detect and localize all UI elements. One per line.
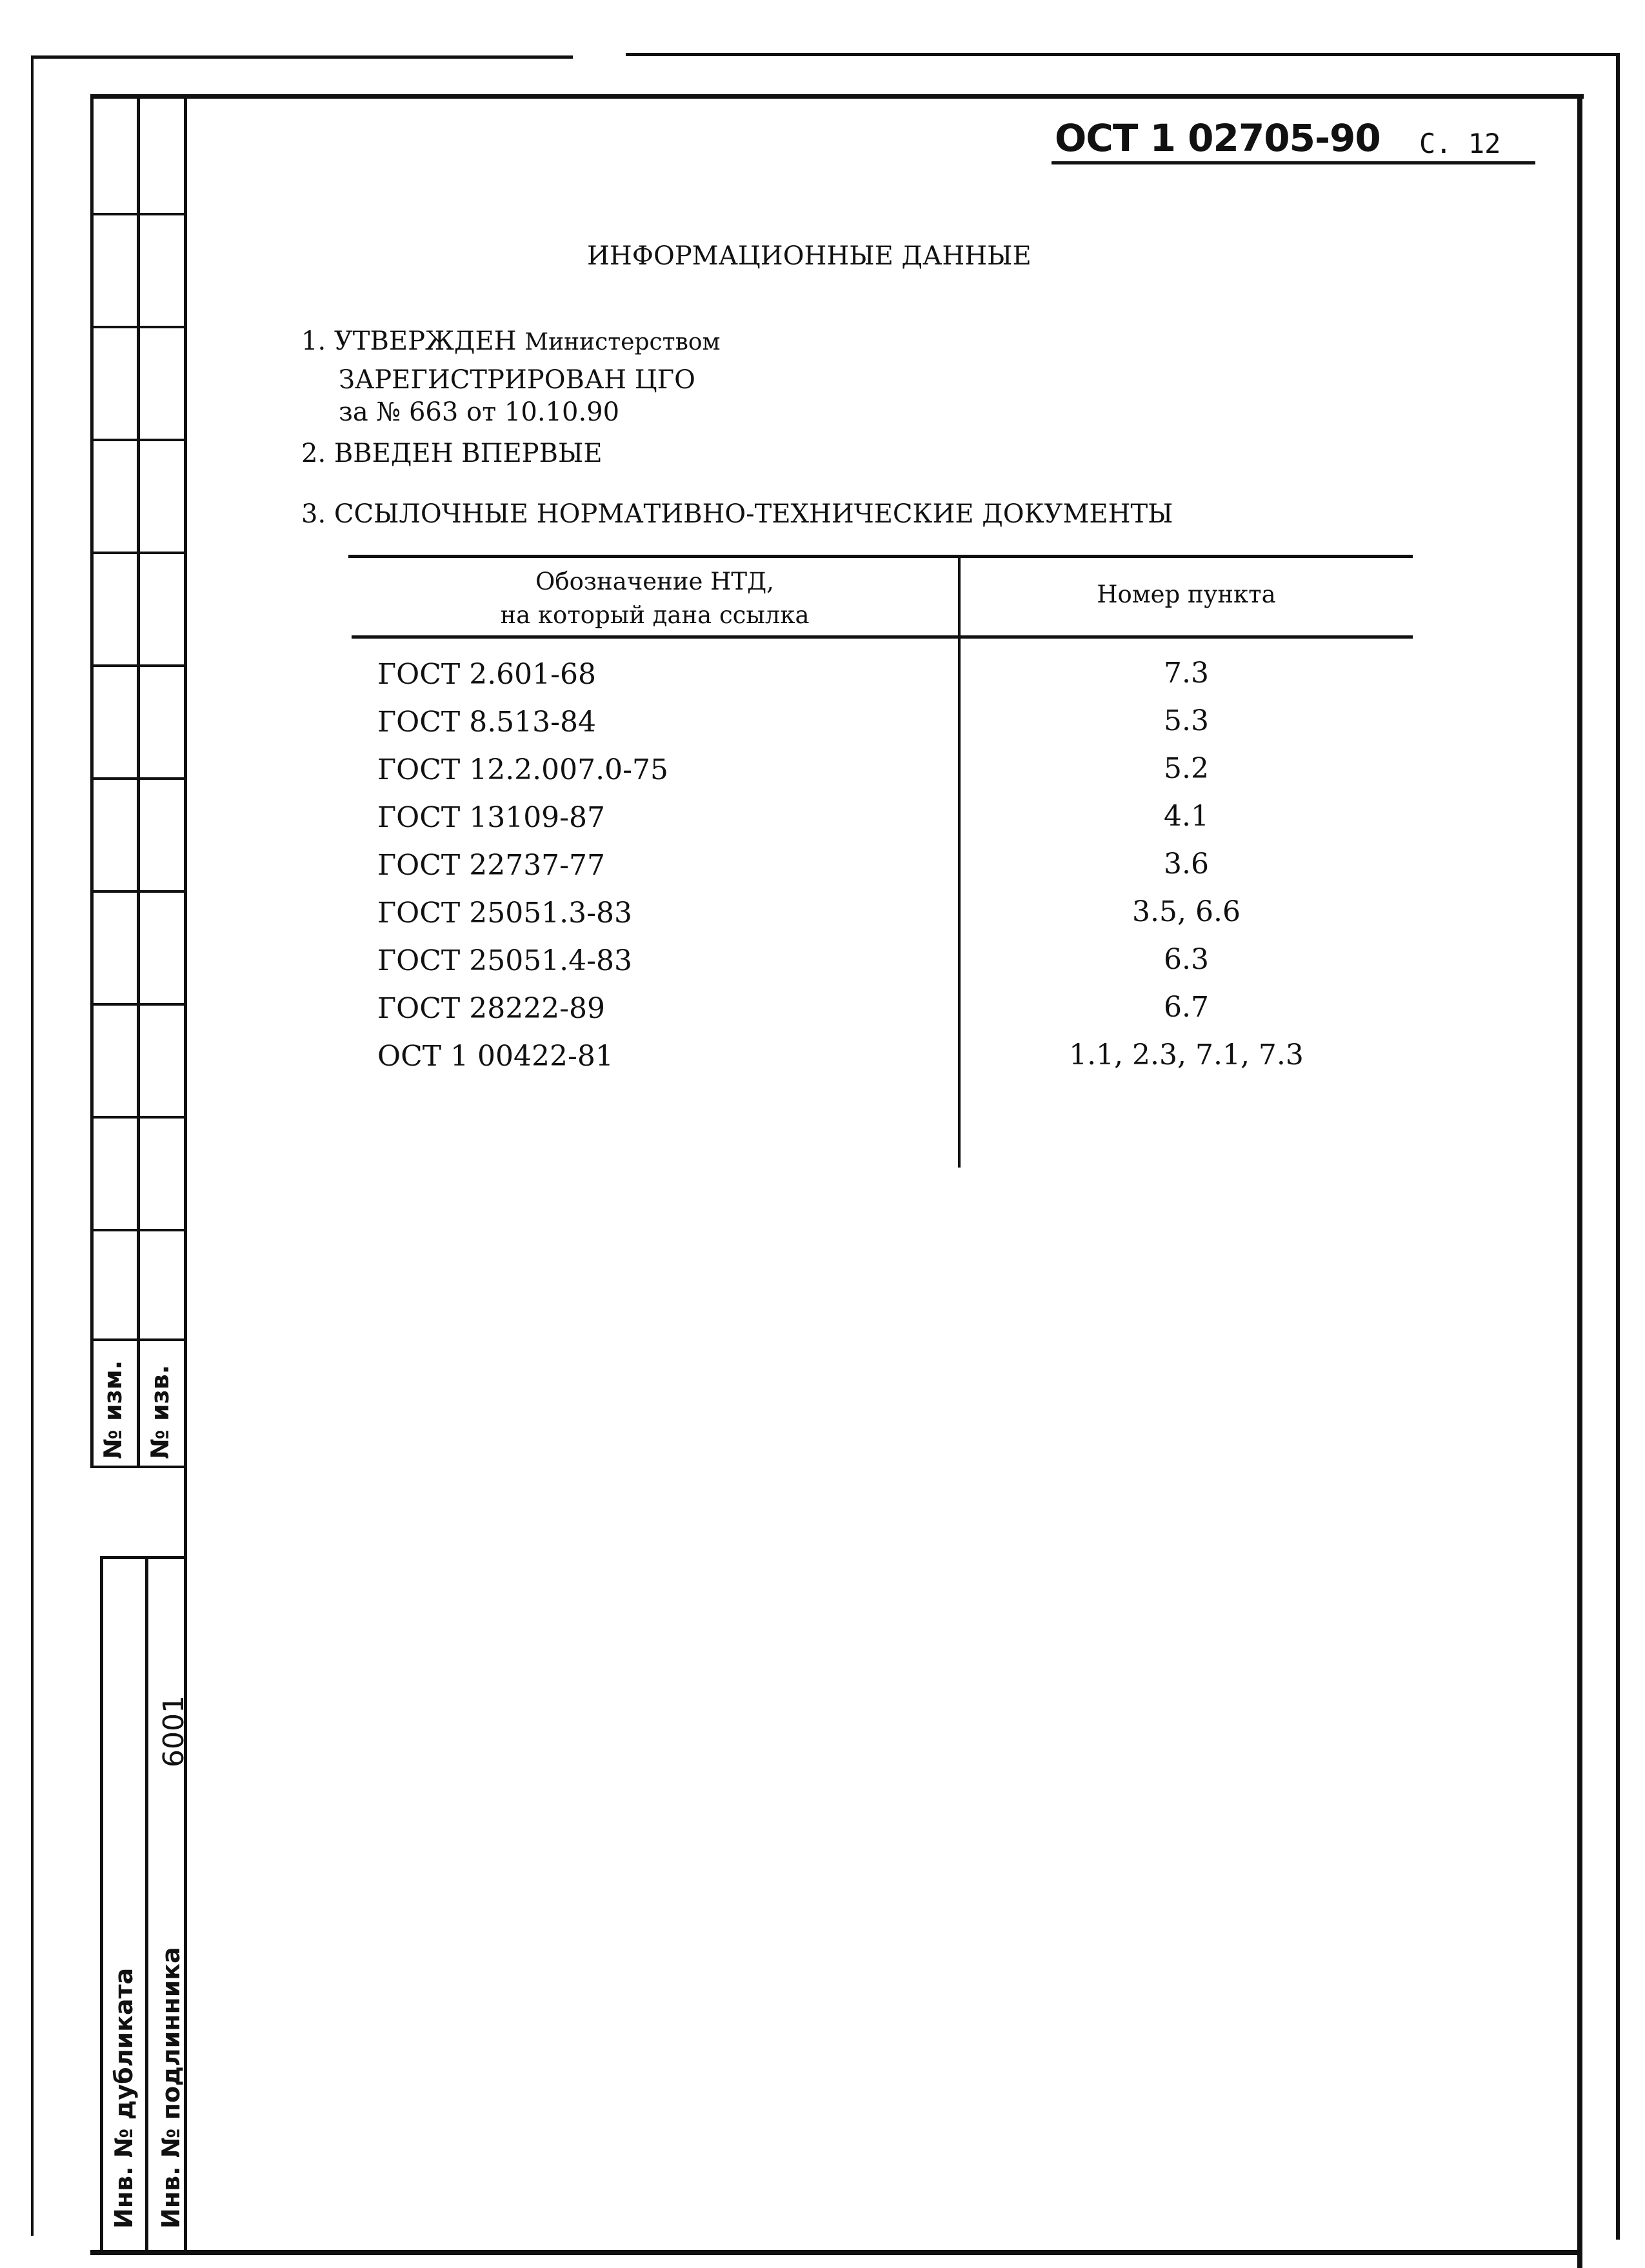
table-header-rule	[352, 635, 1413, 639]
sidebar-row-line	[90, 213, 186, 215]
item-1-registered: ЗАРЕГИСТРИРОВАН ЦГО	[339, 365, 695, 395]
table-row-clause: 5.2	[1164, 752, 1209, 785]
table-row-clause: 3.6	[1164, 848, 1209, 880]
sidebar-row-line	[90, 439, 186, 441]
table-row-clause: 6.3	[1164, 943, 1209, 976]
frame-top-inner	[90, 94, 1584, 99]
header-underline	[1052, 161, 1535, 164]
sidebar-line-2	[137, 94, 140, 1468]
table-top-rule	[348, 555, 1413, 558]
sidebar-row-line	[90, 326, 186, 328]
item-3: 3. ССЫЛОЧНЫЕ НОРМАТИВНО-ТЕХНИЧЕСКИЕ ДОКУМЕНТЫ	[301, 499, 1173, 529]
item-1	[301, 326, 721, 356]
sidebar-dublikat-label: Инв. № дубликата	[110, 1967, 138, 2229]
frame-top-outer-left	[31, 55, 573, 59]
table-row-doc: ГОСТ 12.2.007.0-75	[377, 753, 668, 786]
table-row-clause: 7.3	[1164, 657, 1209, 690]
sidebar-row-line	[90, 1466, 186, 1468]
frame-left-outer	[31, 55, 34, 2236]
table-row-doc: ГОСТ 22737-77	[377, 849, 606, 882]
table-row-doc: ГОСТ 25051.3-83	[377, 897, 633, 930]
page-title: ИНФОРМАЦИОННЫЕ ДАННЫЕ	[587, 241, 1032, 271]
sidebar-line-1	[90, 94, 94, 1468]
page-number: С. 12	[1419, 128, 1501, 159]
sidebar-row-line	[90, 552, 186, 554]
item-1-registration-number: за № 663 от 10.10.90	[339, 397, 620, 427]
item-1-text: Министерством	[524, 329, 721, 355]
table-row-doc: ОСТ 1 00422-81	[377, 1040, 613, 1073]
table-row-clause: 6.7	[1164, 991, 1209, 1024]
sidebar-podlinnik-value: 6001	[157, 1695, 190, 1767]
sidebar-lower-top	[100, 1556, 187, 1559]
sidebar-podlinnik-label: Инв. № подлинника	[157, 1947, 185, 2229]
table-row-doc: ГОСТ 8.513-84	[377, 706, 597, 739]
sidebar-row-line	[90, 1338, 186, 1341]
sidebar-row-line	[90, 1116, 186, 1119]
sidebar-izm-label: № изм.	[99, 1360, 127, 1459]
table-row-clause: 1.1, 2.3, 7.1, 7.3	[1069, 1039, 1304, 1071]
table-row-doc: ГОСТ 2.601-68	[377, 658, 597, 691]
item-1-number: 1.	[301, 326, 326, 356]
frame-right-outer	[1616, 53, 1620, 2240]
item-2: 2. ВВЕДЕН ВПЕРВЫЕ	[301, 439, 603, 468]
table-row-doc: ГОСТ 25051.4-83	[377, 944, 633, 977]
sidebar-lower-left	[100, 1556, 103, 2253]
sidebar-row-line	[90, 1229, 186, 1231]
table-row-doc: ГОСТ 13109-87	[377, 801, 606, 834]
sidebar-row-line	[90, 890, 186, 893]
sidebar-lower-mid	[145, 1556, 148, 2253]
sidebar-line-3	[184, 94, 187, 2255]
sidebar-row-line	[90, 777, 186, 780]
table-row-clause: 4.1	[1164, 800, 1209, 833]
frame-bottom-inner	[90, 2250, 1582, 2255]
sidebar-izv-label: № изв.	[146, 1364, 174, 1459]
col2-header: Номер пункта	[1097, 581, 1276, 608]
table-row-doc: ГОСТ 28222-89	[377, 992, 606, 1025]
sidebar-row-line	[90, 1003, 186, 1006]
doc-code: ОСТ 1 02705-90	[1055, 116, 1381, 160]
frame-top-outer-right	[626, 53, 1619, 56]
frame-right-inner	[1577, 94, 1582, 2268]
col1-header-line1: Обозначение НТД,	[535, 568, 774, 595]
table-row-clause: 5.3	[1164, 704, 1209, 737]
col1-header-line2: на который дана ссылка	[500, 601, 810, 629]
table-row-clause: 3.5, 6.6	[1132, 895, 1241, 928]
item-1-label: УТВЕРЖДЕН	[334, 326, 517, 356]
sidebar-row-line	[90, 664, 186, 667]
col1-header	[352, 565, 958, 632]
